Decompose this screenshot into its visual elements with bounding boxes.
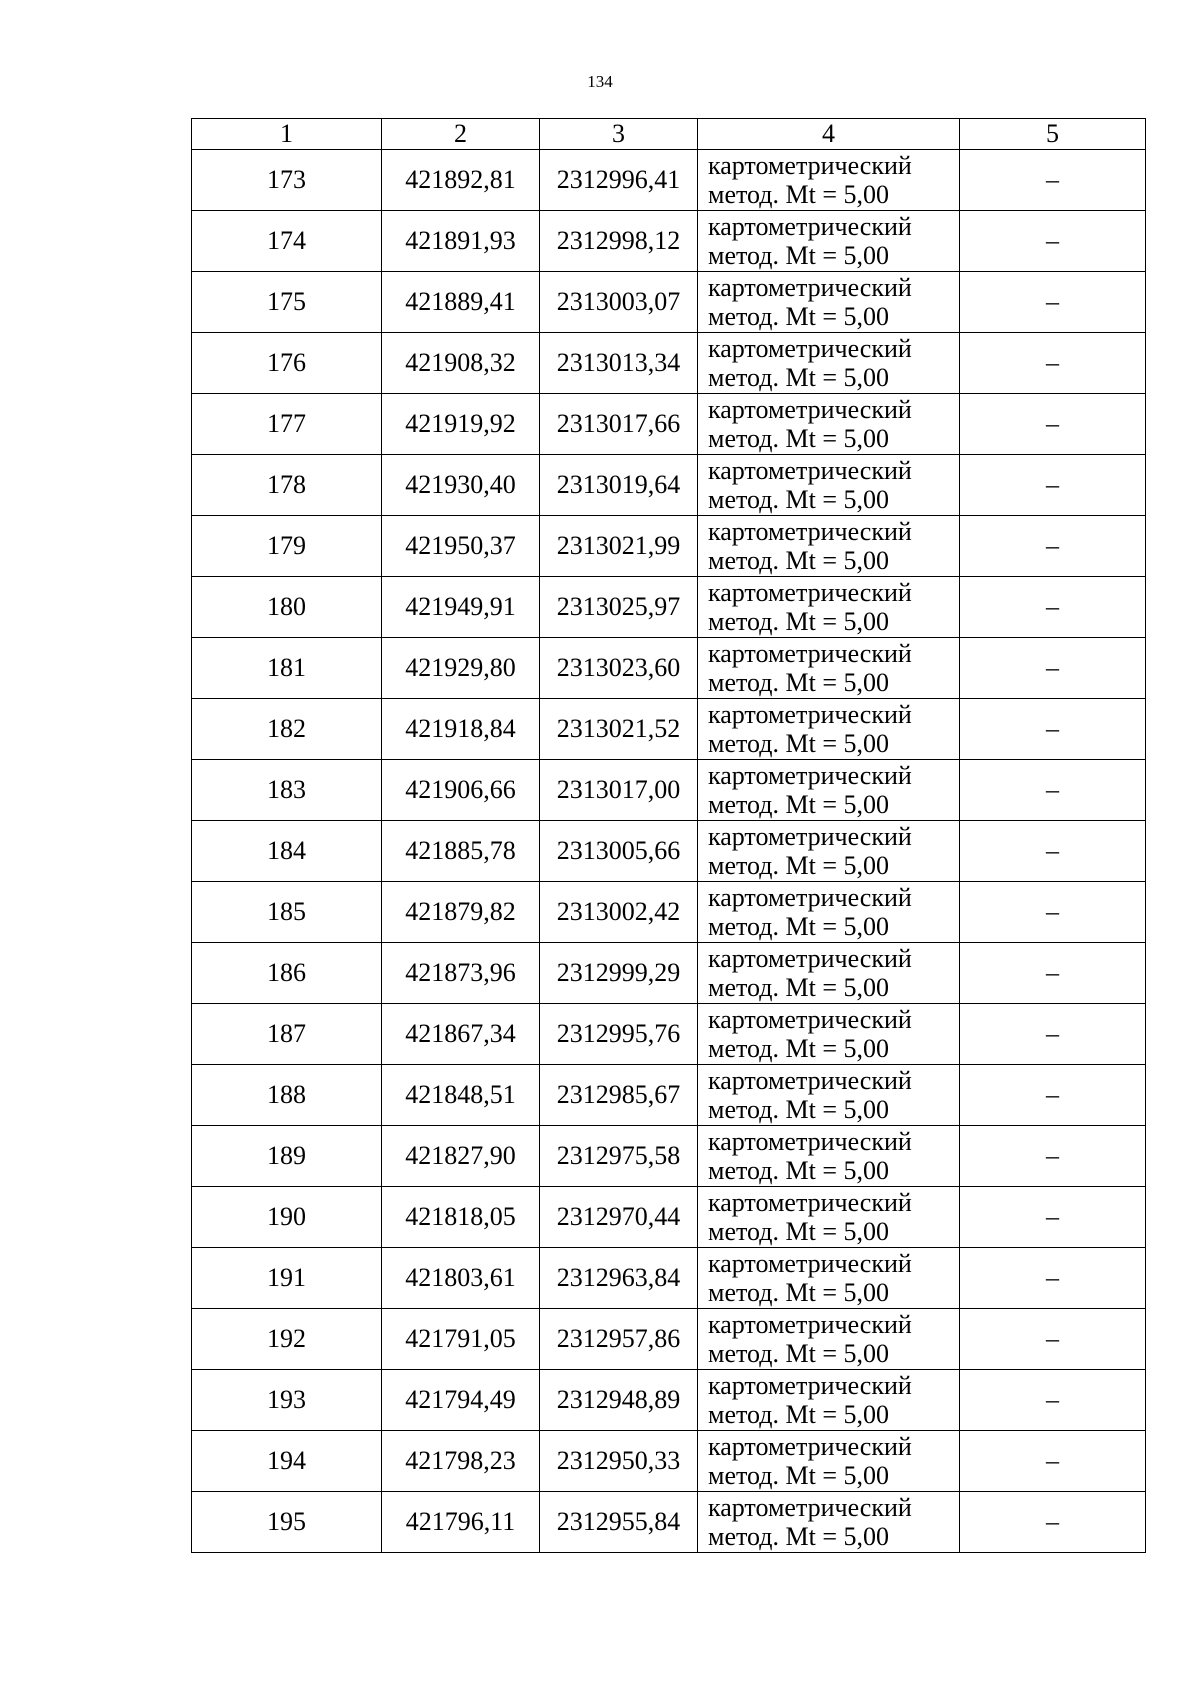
table-row [192,577,1146,638]
table-row [192,1187,1146,1248]
method-line-2: метод. Mt = 5,00 [708,1095,889,1124]
method-line-1: картометрический [708,1493,912,1522]
x-coordinate-cell: 421848,51 [382,1065,540,1126]
method-line-2: метод. Mt = 5,00 [708,1217,889,1246]
point-number-cell: 182 [192,699,382,760]
point-number-cell: 194 [192,1431,382,1492]
method-cell [698,1065,960,1126]
x-coordinate-cell: 421827,90 [382,1126,540,1187]
table-row [192,1248,1146,1309]
y-coordinate-cell: 2312950,33 [540,1431,698,1492]
method-cell [698,333,960,394]
method-line-2: метод. Mt = 5,00 [708,1034,889,1063]
x-coordinate-cell: 421891,93 [382,211,540,272]
method-line-2: метод. Mt = 5,00 [708,546,889,575]
table-row [192,150,1146,211]
method-cell [698,577,960,638]
method-line-1: картометрический [708,212,912,241]
x-coordinate-cell: 421908,32 [382,333,540,394]
column-header: 1 [192,119,382,150]
point-number-cell: 173 [192,150,382,211]
table-body [192,150,1146,1553]
method-cell [698,516,960,577]
method-line-2: метод. Mt = 5,00 [708,973,889,1002]
description-cell: – [960,577,1146,638]
y-coordinate-cell: 2313019,64 [540,455,698,516]
method-line-1: картометрический [708,517,912,546]
point-number-cell: 192 [192,1309,382,1370]
table-row [192,1004,1146,1065]
x-coordinate-cell: 421950,37 [382,516,540,577]
y-coordinate-cell: 2312948,89 [540,1370,698,1431]
method-cell [698,699,960,760]
method-line-2: метод. Mt = 5,00 [708,1461,889,1490]
method-line-1: картометрический [708,1432,912,1461]
description-cell: – [960,699,1146,760]
table-row [192,1431,1146,1492]
point-number-cell: 187 [192,1004,382,1065]
column-header: 3 [540,119,698,150]
table-row [192,516,1146,577]
method-line-1: картометрический [708,1127,912,1156]
method-line-2: метод. Mt = 5,00 [708,1400,889,1429]
description-cell: – [960,272,1146,333]
point-number-cell: 174 [192,211,382,272]
table-row [192,1492,1146,1553]
description-cell: – [960,1431,1146,1492]
method-line-1: картометрический [708,1371,912,1400]
method-cell [698,211,960,272]
method-line-2: метод. Mt = 5,00 [708,1278,889,1307]
description-cell: – [960,1248,1146,1309]
x-coordinate-cell: 421892,81 [382,150,540,211]
method-cell [698,1004,960,1065]
method-line-2: метод. Mt = 5,00 [708,302,889,331]
x-coordinate-cell: 421889,41 [382,272,540,333]
point-number-cell: 181 [192,638,382,699]
y-coordinate-cell: 2312985,67 [540,1065,698,1126]
x-coordinate-cell: 421929,80 [382,638,540,699]
point-number-cell: 177 [192,394,382,455]
point-number-cell: 184 [192,821,382,882]
description-cell: – [960,516,1146,577]
method-line-1: картометрический [708,151,912,180]
table-row [192,882,1146,943]
x-coordinate-cell: 421919,92 [382,394,540,455]
point-number-cell: 191 [192,1248,382,1309]
description-cell: – [960,882,1146,943]
y-coordinate-cell: 2312999,29 [540,943,698,1004]
method-line-1: картометрический [708,1066,912,1095]
method-line-2: метод. Mt = 5,00 [708,607,889,636]
coordinates-table [191,118,1146,1553]
method-line-2: метод. Mt = 5,00 [708,790,889,819]
description-cell: – [960,1309,1146,1370]
method-cell [698,1492,960,1553]
x-coordinate-cell: 421798,23 [382,1431,540,1492]
point-number-cell: 190 [192,1187,382,1248]
method-cell [698,394,960,455]
y-coordinate-cell: 2313002,42 [540,882,698,943]
point-number-cell: 179 [192,516,382,577]
table-row [192,211,1146,272]
description-cell: – [960,1370,1146,1431]
y-coordinate-cell: 2313005,66 [540,821,698,882]
method-line-1: картометрический [708,456,912,485]
point-number-cell: 188 [192,1065,382,1126]
point-number-cell: 185 [192,882,382,943]
y-coordinate-cell: 2313021,52 [540,699,698,760]
method-cell [698,150,960,211]
column-header: 2 [382,119,540,150]
method-cell [698,1126,960,1187]
x-coordinate-cell: 421791,05 [382,1309,540,1370]
method-line-2: метод. Mt = 5,00 [708,851,889,880]
method-line-2: метод. Mt = 5,00 [708,729,889,758]
y-coordinate-cell: 2313025,97 [540,577,698,638]
table-row [192,1370,1146,1431]
x-coordinate-cell: 421918,84 [382,699,540,760]
x-coordinate-cell: 421867,34 [382,1004,540,1065]
method-line-1: картометрический [708,1249,912,1278]
y-coordinate-cell: 2313003,07 [540,272,698,333]
point-number-cell: 186 [192,943,382,1004]
method-line-2: метод. Mt = 5,00 [708,363,889,392]
table-row [192,699,1146,760]
y-coordinate-cell: 2313017,66 [540,394,698,455]
method-line-2: метод. Mt = 5,00 [708,1522,889,1551]
y-coordinate-cell: 2312963,84 [540,1248,698,1309]
point-number-cell: 178 [192,455,382,516]
method-line-1: картометрический [708,822,912,851]
y-coordinate-cell: 2312970,44 [540,1187,698,1248]
description-cell: – [960,1187,1146,1248]
column-header: 4 [698,119,960,150]
method-line-2: метод. Mt = 5,00 [708,485,889,514]
table-row [192,1309,1146,1370]
table-row [192,272,1146,333]
x-coordinate-cell: 421818,05 [382,1187,540,1248]
point-number-cell: 176 [192,333,382,394]
description-cell: – [960,760,1146,821]
method-line-1: картометрический [708,883,912,912]
y-coordinate-cell: 2312995,76 [540,1004,698,1065]
method-line-2: метод. Mt = 5,00 [708,241,889,270]
description-cell: – [960,150,1146,211]
y-coordinate-cell: 2312955,84 [540,1492,698,1553]
description-cell: – [960,333,1146,394]
method-line-2: метод. Mt = 5,00 [708,668,889,697]
method-cell [698,1187,960,1248]
method-cell [698,1309,960,1370]
method-line-1: картометрический [708,1188,912,1217]
page-number: 134 [587,72,613,91]
point-number-cell: 175 [192,272,382,333]
table-row [192,455,1146,516]
method-line-1: картометрический [708,1310,912,1339]
y-coordinate-cell: 2313017,00 [540,760,698,821]
x-coordinate-cell: 421803,61 [382,1248,540,1309]
method-cell [698,1248,960,1309]
y-coordinate-cell: 2312957,86 [540,1309,698,1370]
method-line-2: метод. Mt = 5,00 [708,180,889,209]
table-row [192,821,1146,882]
description-cell: – [960,1065,1146,1126]
table-header-row [192,119,1146,150]
table-row [192,760,1146,821]
method-line-2: метод. Mt = 5,00 [708,912,889,941]
description-cell: – [960,455,1146,516]
table-row [192,943,1146,1004]
table-row [192,638,1146,699]
x-coordinate-cell: 421796,11 [382,1492,540,1553]
point-number-cell: 195 [192,1492,382,1553]
y-coordinate-cell: 2313021,99 [540,516,698,577]
description-cell: – [960,943,1146,1004]
description-cell: – [960,1126,1146,1187]
column-header: 5 [960,119,1146,150]
description-cell: – [960,211,1146,272]
description-cell: – [960,821,1146,882]
method-line-1: картометрический [708,700,912,729]
point-number-cell: 180 [192,577,382,638]
method-line-1: картометрический [708,944,912,973]
x-coordinate-cell: 421794,49 [382,1370,540,1431]
x-coordinate-cell: 421930,40 [382,455,540,516]
method-cell [698,821,960,882]
method-line-1: картометрический [708,761,912,790]
x-coordinate-cell: 421885,78 [382,821,540,882]
point-number-cell: 189 [192,1126,382,1187]
description-cell: – [960,394,1146,455]
method-line-1: картометрический [708,334,912,363]
y-coordinate-cell: 2312975,58 [540,1126,698,1187]
method-line-1: картометрический [708,578,912,607]
x-coordinate-cell: 421879,82 [382,882,540,943]
method-cell [698,638,960,699]
point-number-cell: 183 [192,760,382,821]
y-coordinate-cell: 2313023,60 [540,638,698,699]
method-line-1: картометрический [708,395,912,424]
method-cell [698,943,960,1004]
method-cell [698,1370,960,1431]
table-row [192,1126,1146,1187]
y-coordinate-cell: 2312996,41 [540,150,698,211]
x-coordinate-cell: 421873,96 [382,943,540,1004]
method-cell [698,455,960,516]
table-row [192,333,1146,394]
y-coordinate-cell: 2312998,12 [540,211,698,272]
method-cell [698,882,960,943]
method-cell [698,272,960,333]
method-line-1: картометрический [708,1005,912,1034]
method-line-1: картометрический [708,639,912,668]
method-cell [698,760,960,821]
method-line-2: метод. Mt = 5,00 [708,1156,889,1185]
description-cell: – [960,638,1146,699]
table-row [192,1065,1146,1126]
method-line-1: картометрический [708,273,912,302]
table-row [192,394,1146,455]
point-number-cell: 193 [192,1370,382,1431]
description-cell: – [960,1492,1146,1553]
method-line-2: метод. Mt = 5,00 [708,1339,889,1368]
method-cell [698,1431,960,1492]
x-coordinate-cell: 421906,66 [382,760,540,821]
description-cell: – [960,1004,1146,1065]
method-line-2: метод. Mt = 5,00 [708,424,889,453]
y-coordinate-cell: 2313013,34 [540,333,698,394]
x-coordinate-cell: 421949,91 [382,577,540,638]
